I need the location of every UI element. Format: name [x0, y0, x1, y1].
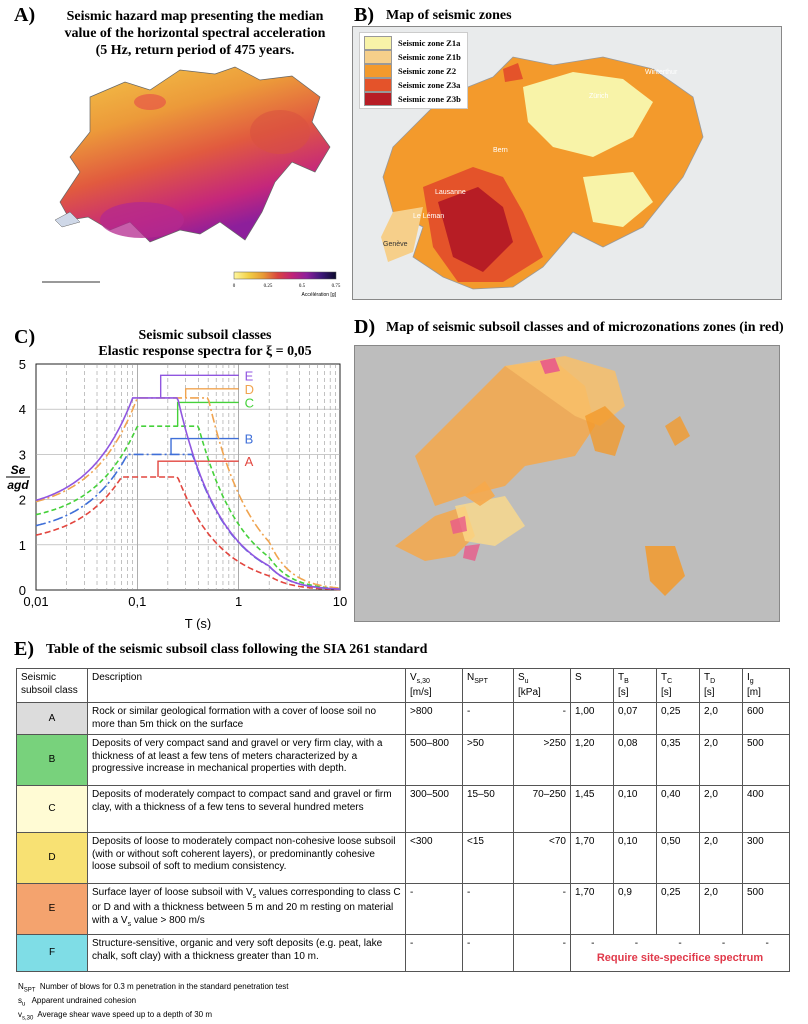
table-row [17, 884, 790, 935]
col-header-ig [743, 669, 790, 703]
y-tick-label: 4 [18, 402, 26, 418]
s-cell: 1,70 [571, 833, 614, 884]
tb-cell: 0,9 [614, 884, 657, 935]
tb-cell: 0,08 [614, 735, 657, 786]
ig-unit: [m] [747, 686, 761, 698]
col-header-tb [614, 669, 657, 703]
desc-e-sub2: s [127, 920, 132, 928]
subsoil-class-map-drawing [355, 346, 779, 621]
y-tick-label: 3 [18, 447, 26, 463]
panel-c-letter: C) [14, 326, 36, 348]
td-cell: - [721, 938, 726, 950]
panel-a-title-line3: (5 Hz, return period of 475 years. [95, 43, 295, 58]
hazard-scale-tick: 0.5 [298, 284, 306, 289]
legend-label-z3a: Seismic zone Z3a [398, 80, 461, 90]
vs30-cell: - [406, 935, 463, 972]
panel-b-title: Map of seismic zones [386, 8, 512, 23]
tb-cell: - [634, 938, 639, 950]
series-label-a: A [244, 454, 254, 470]
table-header-row [17, 669, 790, 703]
series-label-d: D [244, 381, 255, 397]
vs30-subscript: s,30 [416, 678, 430, 685]
y-axis-label-denominator: agd [7, 478, 29, 492]
col-header-su [514, 669, 571, 703]
x-axis-label: T (s) [184, 616, 212, 630]
tb-symbol: T [618, 672, 625, 683]
table-row [17, 833, 790, 884]
s-cell: 1,45 [571, 786, 614, 833]
panel-d-letter: D) [354, 316, 376, 338]
panel-e-letter: E) [14, 638, 34, 660]
description-cell: Deposits of loose to moderately compact non-cohesive loose subsoil (with or without soft coherent layers), or predominantly cohesive loose subsoil of soft to medium consistency. [88, 833, 406, 884]
nspt-cell: - [463, 703, 514, 735]
description-cell: Structure-sensitive, organic and very soft deposits (e.g. peat, lake chalk, soft clay) with a thickness greater than 10 m. [88, 935, 406, 972]
ig-cell: 600 [743, 703, 790, 735]
panel-e-title: Table of the seismic subsoil class following the SIA 261 standard [46, 642, 428, 657]
vs30-cell: >800 [406, 703, 463, 735]
hazard-scale [232, 268, 342, 302]
col-header-nspt [463, 669, 514, 703]
footnote-vs30 [18, 1010, 212, 1022]
legend-swatch-z3a [364, 78, 392, 92]
s-cell: - [591, 938, 595, 950]
class-cell: E [17, 884, 88, 935]
tb-cell: 0,10 [614, 833, 657, 884]
nspt-cell: - [463, 935, 514, 972]
site-specific-cell [571, 935, 790, 972]
footnote-su [18, 996, 136, 1008]
footnote-nspt [18, 982, 289, 994]
vs30-cell: <300 [406, 833, 463, 884]
td-cell: 2,0 [700, 786, 743, 833]
su-unit: [kPa] [518, 686, 541, 698]
legend-item-z3a [364, 78, 461, 92]
vs30-unit: [m/s] [410, 686, 432, 698]
footnote-su-sub: u [22, 1001, 26, 1008]
place-geneve: Genève [383, 241, 408, 248]
ig-subscript: g [749, 678, 754, 685]
description-cell: Deposits of moderately compact to compact sand and gravel or firm clay, with a thickness of a few tens to several hundred meters [88, 786, 406, 833]
desc-e-part1: Surface layer of loose subsoil with V [92, 887, 253, 899]
class-cell: F [17, 935, 88, 972]
ig-cell: - [765, 938, 769, 950]
footnote-nspt-sub: SPT [23, 987, 36, 994]
panel-a-letter: A) [14, 4, 36, 26]
footnote-vs30-sub: s,30 [22, 1015, 34, 1022]
hazard-scale-tick: 0.75 [331, 284, 341, 289]
su-cell: >250 [514, 735, 571, 786]
col-header-tc [657, 669, 700, 703]
tc-cell: 0,25 [657, 703, 700, 735]
seismic-zone-legend [359, 32, 468, 109]
y-tick-label: 0 [18, 583, 26, 598]
td-cell: 2,0 [700, 735, 743, 786]
nspt-cell: 15–50 [463, 786, 514, 833]
td-cell: 2,0 [700, 833, 743, 884]
legend-swatch-z3b [364, 92, 392, 106]
tc-cell: 0,35 [657, 735, 700, 786]
tb-cell: 0,07 [614, 703, 657, 735]
su-cell: - [514, 703, 571, 735]
tb-subscript: B [624, 678, 629, 685]
place-zurich: Zürich [589, 93, 609, 100]
legend-swatch-z1a [364, 36, 392, 50]
footnote-nspt-symbol: N [18, 982, 24, 991]
legend-item-z1b [364, 50, 461, 64]
place-lausanne: Lausanne [435, 189, 466, 196]
table-row [17, 735, 790, 786]
su-cell: - [514, 935, 571, 972]
response-spectrum-chart [0, 356, 350, 630]
vs30-cell: 300–500 [406, 786, 463, 833]
tc-unit: [s] [661, 686, 672, 698]
s-cell: 1,20 [571, 735, 614, 786]
col-header-description: Description [88, 669, 406, 703]
hazard-scale-tick: 0 [232, 284, 236, 289]
ig-cell: 300 [743, 833, 790, 884]
col-header-vs30 [406, 669, 463, 703]
class-cell: A [17, 703, 88, 735]
desc-e-sub1: s [252, 893, 257, 901]
su-cell: 70–250 [514, 786, 571, 833]
class-cell: C [17, 786, 88, 833]
desc-e-part2: values corresponding to class C or D and with a thickness between 5 m and 20 m resting on material with a V [92, 887, 401, 926]
nspt-cell: - [463, 884, 514, 935]
footnote-vs30-text: Average shear wave speed up to a depth of 30 m [37, 1010, 212, 1019]
table-row [17, 935, 790, 972]
nspt-subscript: SPT [474, 678, 488, 685]
subsoil-class-map [354, 345, 780, 622]
footnote-nspt-text: Number of blows for 0.3 m penetration in the standard penetration test [39, 982, 289, 991]
su-cell: <70 [514, 833, 571, 884]
hazard-map-switzerland [60, 67, 330, 242]
footnote-su-symbol: s [18, 996, 22, 1005]
vs30-symbol: V [410, 672, 417, 683]
y-tick-label: 1 [18, 537, 26, 553]
tb-unit: [s] [618, 686, 629, 698]
su-symbol: S [518, 672, 525, 683]
vs30-cell: - [406, 884, 463, 935]
td-subscript: D [710, 678, 716, 685]
seismic-zone-map [352, 26, 782, 300]
class-cell: B [17, 735, 88, 786]
tc-subscript: C [667, 678, 673, 685]
tc-symbol: T [661, 672, 668, 683]
panel-c-title-line2: Elastic response spectra for ξ = 0,05 [98, 344, 312, 359]
panel-c-title-line1: Seismic subsoil classes [138, 328, 272, 343]
place-le-leman: Le Léman [413, 213, 445, 220]
legend-label-z1b: Seismic zone Z1b [398, 52, 461, 62]
footnote-vs30-symbol: v [18, 1010, 22, 1019]
nspt-cell: >50 [463, 735, 514, 786]
table-row [17, 786, 790, 833]
tc-cell: 0,40 [657, 786, 700, 833]
x-tick-label: 0,01 [23, 594, 49, 609]
ig-cell: 500 [743, 884, 790, 935]
td-unit: [s] [704, 686, 715, 698]
nspt-cell: <15 [463, 833, 514, 884]
su-cell: - [514, 884, 571, 935]
legend-item-z2 [364, 64, 461, 78]
legend-item-z1a [364, 36, 461, 50]
desc-e-part3: value > 800 m/s [131, 914, 205, 926]
tc-cell: 0,50 [657, 833, 700, 884]
place-bern: Bern [493, 147, 508, 154]
su-subscript: u [524, 678, 529, 685]
hazard-scale-label: Accélération [g] [301, 292, 336, 298]
ig-cell: 400 [743, 786, 790, 833]
tc-cell: 0,25 [657, 884, 700, 935]
panel-d-title: Map of seismic subsoil classes and of microzonations zones (in red) [386, 320, 784, 335]
description-cell: Rock or similar geological formation with a cover of loose soil no more than 5m thick on the surface [88, 703, 406, 735]
site-specific-note: Require site-specifice spectrum [596, 951, 764, 964]
legend-item-z3b [364, 92, 461, 106]
ig-cell: 500 [743, 735, 790, 786]
panel-b-letter: B) [354, 4, 374, 26]
x-tick-label: 0,1 [128, 594, 147, 609]
panel-a-title-line2: value of the horizontal spectral acceleration [64, 26, 326, 41]
subsoil-class-table [16, 668, 790, 972]
td-symbol: T [704, 672, 711, 683]
table-row [17, 703, 790, 735]
s-cell: 1,70 [571, 884, 614, 935]
x-tick-label: 1 [235, 594, 243, 609]
legend-label-z1a: Seismic zone Z1a [398, 38, 461, 48]
legend-swatch-z1b [364, 50, 392, 64]
x-tick-label: 10 [332, 594, 348, 609]
y-tick-label: 5 [18, 357, 26, 372]
series-label-b: B [244, 431, 254, 447]
place-winterthur: Winterthur [645, 69, 678, 76]
panel-a-title [50, 8, 340, 59]
legend-swatch-z2 [364, 64, 392, 78]
col-header-class: Seismic subsoil class [17, 669, 88, 703]
series-label-e: E [244, 368, 254, 384]
tc-cell: - [678, 938, 682, 950]
vs30-cell: 500–800 [406, 735, 463, 786]
col-header-td [700, 669, 743, 703]
y-tick-label: 2 [18, 492, 26, 508]
nspt-symbol: N [467, 672, 475, 683]
footnote-su-text: Apparent undrained cohesion [31, 996, 137, 1005]
td-cell: 2,0 [700, 703, 743, 735]
ig-symbol: I [747, 672, 750, 683]
legend-label-z2: Seismic zone Z2 [398, 66, 457, 76]
s-cell: 1,00 [571, 703, 614, 735]
description-cell: Deposits of very compact sand and gravel or very firm clay, with a thickness of at least a few tens of meters characterized by a progressive increase in mechanical properties with depth. [88, 735, 406, 786]
col-header-s: S [571, 669, 614, 703]
hazard-map [30, 62, 350, 292]
y-axis-label-numerator: Se [10, 463, 26, 477]
series-label-c: C [244, 395, 255, 411]
hazard-scale-tick: 0.25 [263, 284, 273, 289]
legend-label-z3b: Seismic zone Z3b [398, 94, 461, 104]
description-cell [88, 884, 406, 935]
class-cell: D [17, 833, 88, 884]
td-cell: 2,0 [700, 884, 743, 935]
tb-cell: 0,10 [614, 786, 657, 833]
panel-a-title-line1: Seismic hazard map presenting the median [66, 9, 324, 24]
